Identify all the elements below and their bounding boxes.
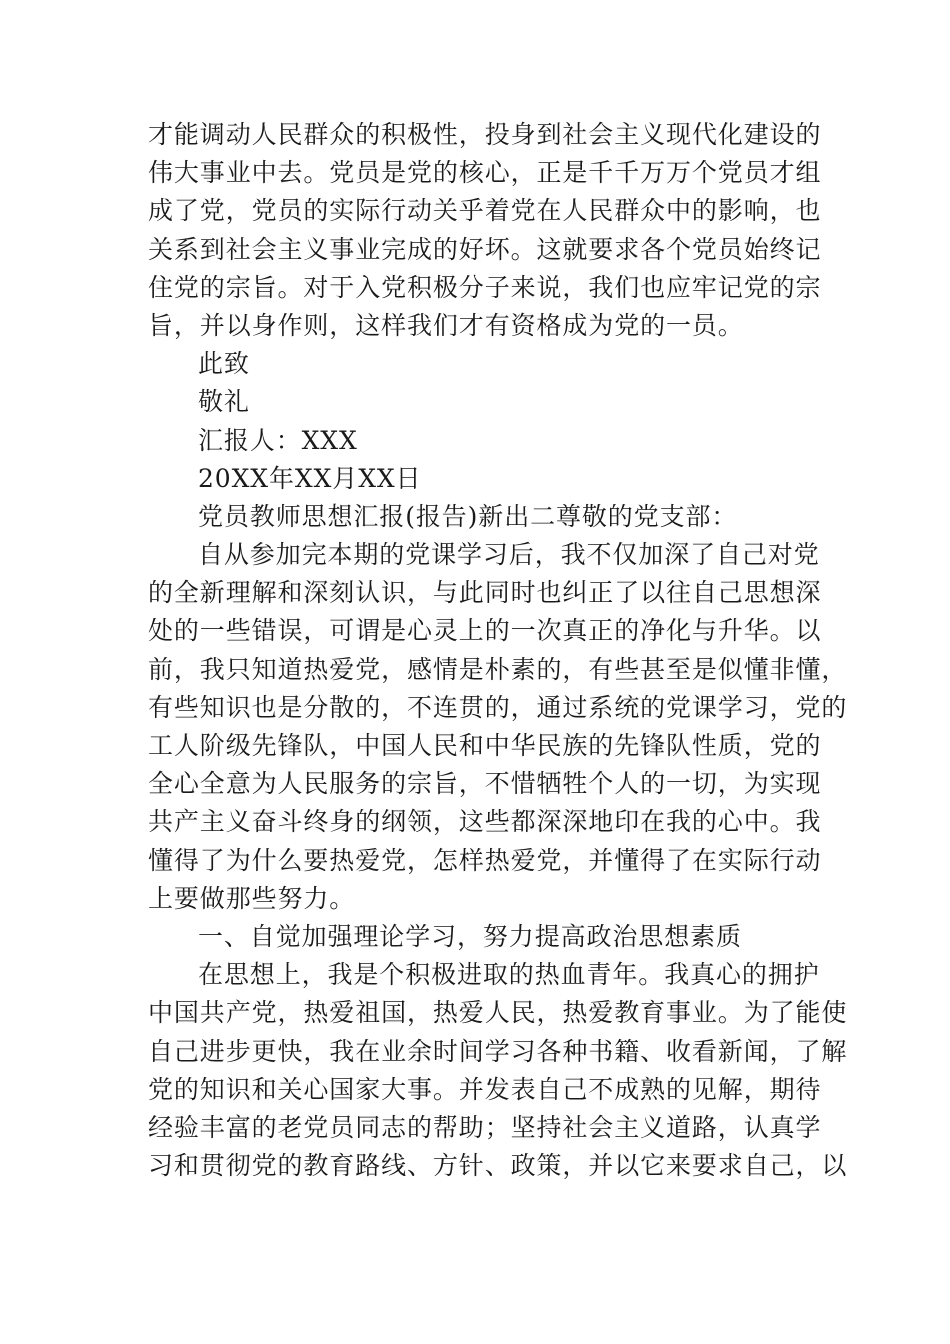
text-line: 懂得了为什么要热爱党，怎样热爱党，并懂得了在实际行动 bbox=[148, 845, 822, 875]
text-line: 在思想上，我是个积极进取的热血青年。我真心的拥护 bbox=[198, 960, 820, 990]
text-line: 前，我只知道热爱党，感情是朴素的，有些甚至是似懂非懂， bbox=[148, 654, 848, 684]
text-line: 有些知识也是分散的，不连贯的，通过系统的党课学习，党的 bbox=[148, 692, 848, 722]
document-body bbox=[148, 116, 848, 1185]
text-line: 此致 bbox=[198, 349, 250, 379]
text-line: 才能调动人民群众的积极性，投身到社会主义现代化建设的 bbox=[148, 120, 822, 149]
text-line: 成了党，党员的实际行动关乎着党在人民群众中的影响，也 bbox=[148, 196, 822, 226]
text-line: 的全新理解和深刻认识，与此同时也纠正了以往自己思想深 bbox=[148, 578, 822, 608]
text-line: 关系到社会主义事业完成的好坏。这就要求各个党员始终记 bbox=[148, 234, 822, 264]
text-line: 处的一些错误，可谓是心灵上的一次真正的净化与升华。以 bbox=[148, 616, 822, 646]
text-line: 伟大事业中去。党员是党的核心，正是千千万万个党员才组 bbox=[148, 158, 822, 188]
text-line: 上要做那些努力。 bbox=[148, 883, 356, 913]
text-line: 自从参加完本期的党课学习后，我不仅加深了自己对党 bbox=[198, 540, 820, 570]
text-line: 一、自觉加强理论学习，努力提高政治思想素质 bbox=[198, 921, 742, 951]
text-line: 党的知识和关心国家大事。并发表自己不成熟的见解，期待 bbox=[148, 1074, 822, 1104]
text-line: 党员教师思想汇报(报告)新出二尊敬的党支部： bbox=[198, 501, 738, 531]
text-line: 住党的宗旨。对于入党积极分子来说，我们也应牢记党的宗 bbox=[148, 272, 822, 302]
text-line: 共产主义奋斗终身的纲领，这些都深深地印在我的心中。我 bbox=[148, 807, 822, 837]
text-line: 经验丰富的老党员同志的帮助；坚持社会主义道路，认真学 bbox=[148, 1112, 822, 1142]
text-line: 自己进步更快，我在业余时间学习各种书籍、收看新闻，了解 bbox=[148, 1036, 848, 1066]
text-line: 汇报人：XXX bbox=[198, 425, 358, 455]
text-line: 中国共产党，热爱祖国，热爱人民，热爱教育事业。为了能使 bbox=[148, 998, 848, 1028]
text-line: 习和贯彻党的教育路线、方针、政策，并以它来要求自己，以 bbox=[148, 1151, 848, 1181]
text-line: 旨，并以身作则，这样我们才有资格成为党的一员。 bbox=[148, 310, 744, 340]
text-line: 20XX年XX月XX日 bbox=[198, 463, 422, 493]
text-line: 全心全意为人民服务的宗旨，不惜牺牲个人的一切，为实现 bbox=[148, 769, 822, 799]
text-line: 敬礼 bbox=[198, 387, 250, 417]
text-line: 工人阶级先锋队，中国人民和中华民族的先锋队性质，党的 bbox=[148, 731, 822, 760]
